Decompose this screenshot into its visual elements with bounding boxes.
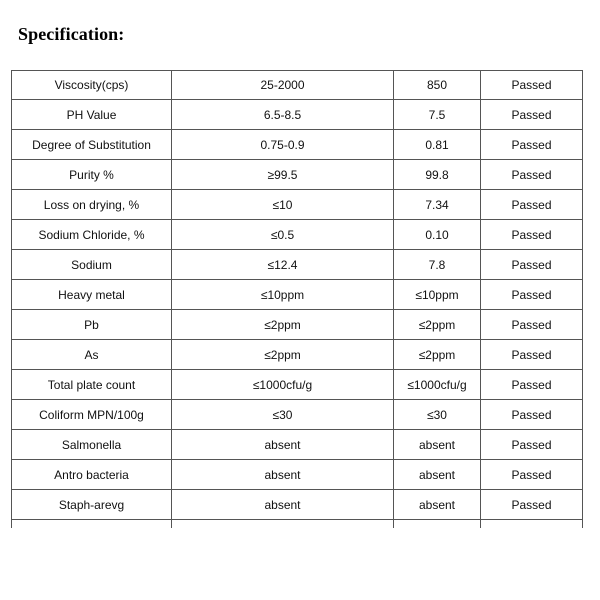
- item-name-cell: Degree of Substitution: [12, 130, 172, 160]
- result-cell: 0.10: [394, 220, 481, 250]
- status-cell: Passed: [481, 310, 583, 340]
- result-cell: 850: [394, 71, 481, 100]
- status-cell: Passed: [481, 430, 583, 460]
- item-name-cell: Coliform MPN/100g: [12, 400, 172, 430]
- specification-table-container: [0, 70, 600, 528]
- item-name-cell: Sodium Chloride, %: [12, 220, 172, 250]
- item-name-cell: Loss on drying, %: [12, 190, 172, 220]
- status-cell: Passed: [481, 130, 583, 160]
- table-row: [12, 460, 583, 490]
- status-cell: Passed: [481, 190, 583, 220]
- table-row: [12, 400, 583, 430]
- specification-cell: 0.75-0.9: [172, 130, 394, 160]
- result-cell: ≤10ppm: [394, 280, 481, 310]
- result-cell: absent: [394, 460, 481, 490]
- status-cell: Passed: [481, 460, 583, 490]
- table-row: [12, 100, 583, 130]
- specification-cell: ≥99.5: [172, 160, 394, 190]
- result-cell: ≤1000cfu/g: [394, 370, 481, 400]
- specification-cell: 25-2000: [172, 71, 394, 100]
- table-row: [12, 370, 583, 400]
- status-cell: Passed: [481, 370, 583, 400]
- item-name-cell: Heavy metal: [12, 280, 172, 310]
- empty-cell: [172, 520, 394, 529]
- result-cell: ≤2ppm: [394, 310, 481, 340]
- item-name-cell: Sodium: [12, 250, 172, 280]
- specification-table: [11, 70, 583, 528]
- result-cell: 7.5: [394, 100, 481, 130]
- item-name-cell: Purity %: [12, 160, 172, 190]
- specification-cell: ≤30: [172, 400, 394, 430]
- specification-cell: absent: [172, 490, 394, 520]
- item-name-cell: Total plate count: [12, 370, 172, 400]
- specification-cell: absent: [172, 430, 394, 460]
- table-row: [12, 310, 583, 340]
- result-cell: absent: [394, 430, 481, 460]
- specification-cell: ≤12.4: [172, 250, 394, 280]
- status-cell: Passed: [481, 220, 583, 250]
- table-row: [12, 250, 583, 280]
- specification-cell: absent: [172, 460, 394, 490]
- specification-cell: ≤10: [172, 190, 394, 220]
- table-row: [12, 190, 583, 220]
- empty-cell: [12, 520, 172, 529]
- specification-cell: ≤2ppm: [172, 340, 394, 370]
- status-cell: Passed: [481, 400, 583, 430]
- table-row: [12, 280, 583, 310]
- specification-cell: ≤1000cfu/g: [172, 370, 394, 400]
- table-row: [12, 490, 583, 520]
- status-cell: Passed: [481, 490, 583, 520]
- status-cell: Passed: [481, 280, 583, 310]
- table-row: [12, 430, 583, 460]
- status-cell: Passed: [481, 160, 583, 190]
- status-cell: Passed: [481, 250, 583, 280]
- item-name-cell: Staph-arevg: [12, 490, 172, 520]
- result-cell: ≤2ppm: [394, 340, 481, 370]
- result-cell: 7.8: [394, 250, 481, 280]
- result-cell: 7.34: [394, 190, 481, 220]
- specification-cell: 6.5-8.5: [172, 100, 394, 130]
- table-row: [12, 160, 583, 190]
- table-row: [12, 71, 583, 100]
- status-cell: Passed: [481, 100, 583, 130]
- empty-cell: [481, 520, 583, 529]
- specification-cell: ≤0.5: [172, 220, 394, 250]
- item-name-cell: As: [12, 340, 172, 370]
- item-name-cell: Viscosity(cps): [12, 71, 172, 100]
- table-row: [12, 130, 583, 160]
- table-row: [12, 220, 583, 250]
- table-row-cut-off: [12, 520, 583, 529]
- specification-table-body: [12, 71, 583, 529]
- result-cell: ≤30: [394, 400, 481, 430]
- status-cell: Passed: [481, 340, 583, 370]
- page-title: Specification:: [18, 24, 125, 44]
- specification-cell: ≤10ppm: [172, 280, 394, 310]
- item-name-cell: Salmonella: [12, 430, 172, 460]
- result-cell: 99.8: [394, 160, 481, 190]
- table-row: [12, 340, 583, 370]
- result-cell: 0.81: [394, 130, 481, 160]
- item-name-cell: Pb: [12, 310, 172, 340]
- item-name-cell: Antro bacteria: [12, 460, 172, 490]
- status-cell: Passed: [481, 71, 583, 100]
- empty-cell: [394, 520, 481, 529]
- specification-cell: ≤2ppm: [172, 310, 394, 340]
- result-cell: absent: [394, 490, 481, 520]
- item-name-cell: PH Value: [12, 100, 172, 130]
